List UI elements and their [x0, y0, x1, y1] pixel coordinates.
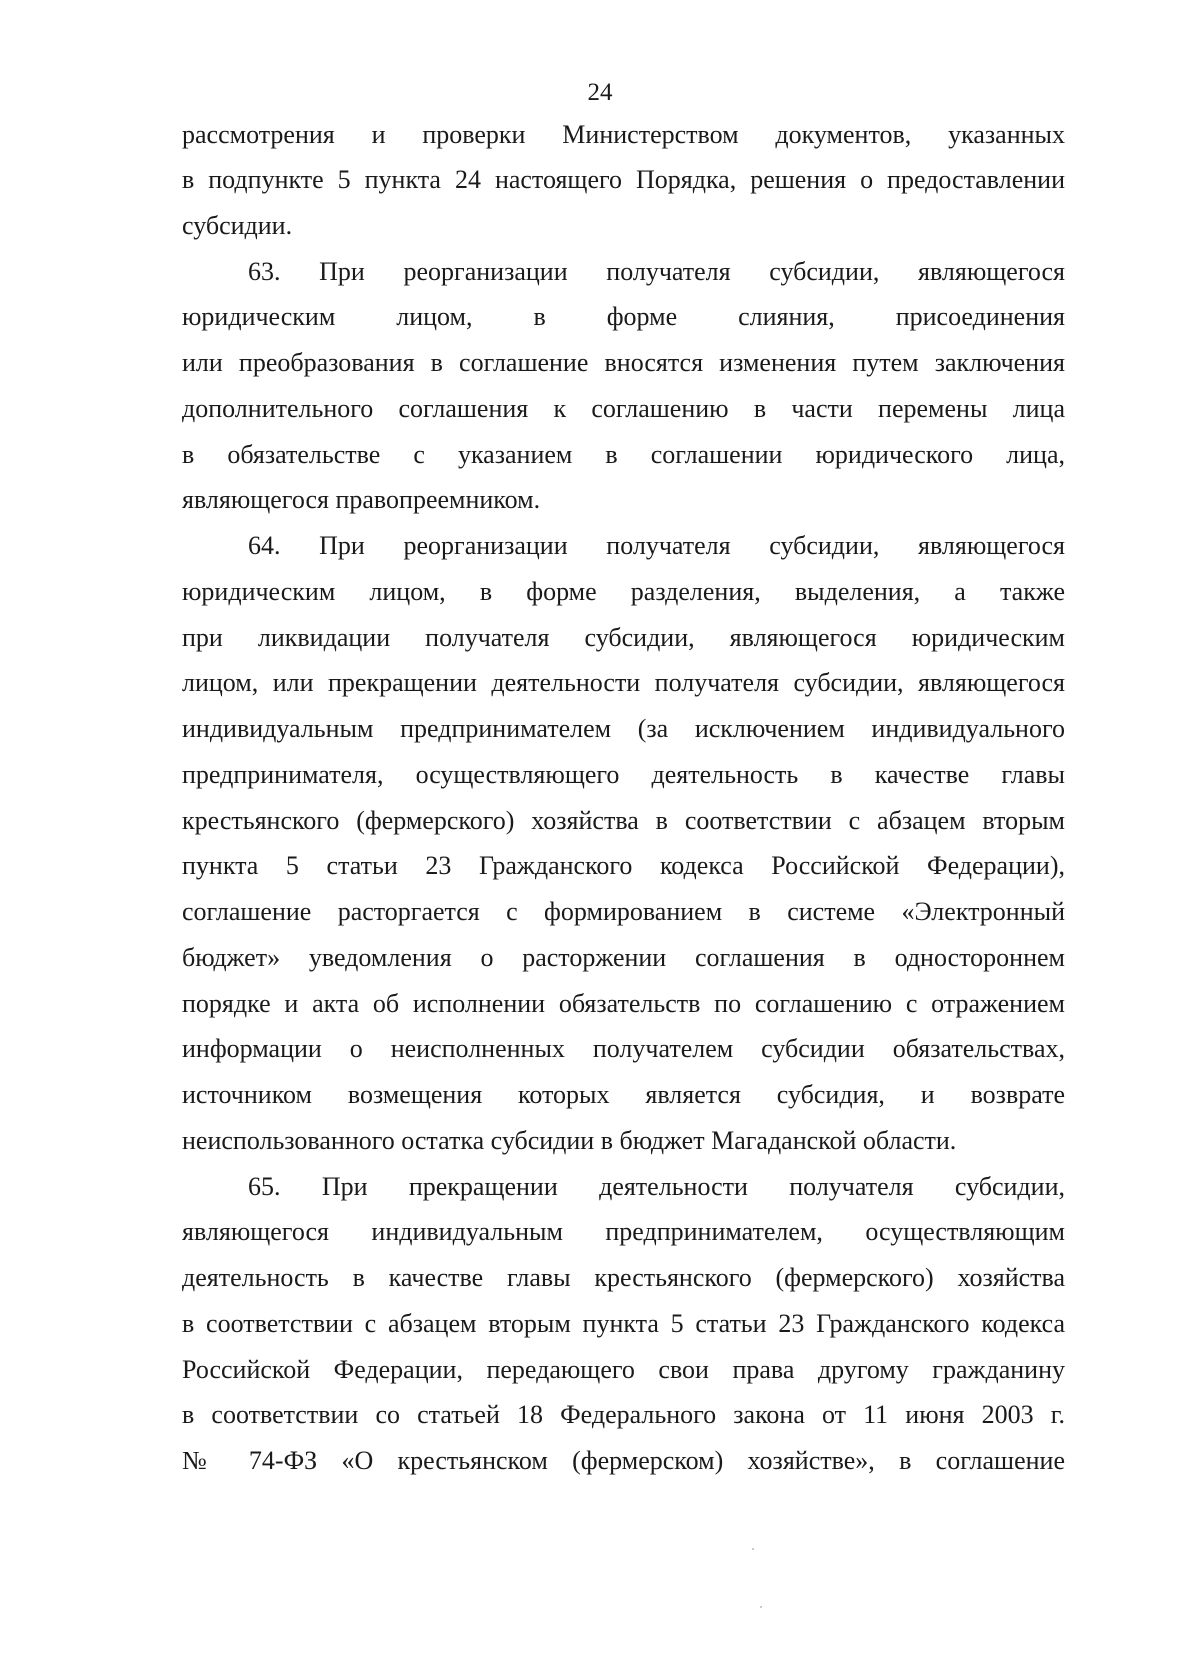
- page-number: 24: [587, 79, 613, 106]
- text-line: предпринимателя, осуществляющего деятельность в качестве главы: [182, 760, 1065, 789]
- text-line: в соответствии с абзацем вторым пункта 5 статьи 23 Гражданского кодекса: [182, 1309, 1065, 1338]
- text-line: дополнительного соглашения к соглашению в части перемены лица: [182, 394, 1065, 423]
- text-line: № 74-ФЗ «О крестьянском (фермерском) хозяйстве», в соглашение: [182, 1446, 1065, 1475]
- text-line: юридическим лицом, в форме разделения, выделения, а также: [182, 577, 1065, 606]
- text-line: в соответствии со статьей 18 Федерального закона от 11 июня 2003 г.: [182, 1400, 1065, 1429]
- text-line: неиспользованного остатка субсидии в бюджет Магаданской области.: [182, 1126, 957, 1155]
- text-line: в подпункте 5 пункта 24 настоящего Порядка, решения о предоставлении: [182, 165, 1065, 194]
- text-line: деятельность в качестве главы крестьянского (фермерского) хозяйства: [182, 1263, 1065, 1292]
- scan-speck: [760, 1606, 762, 1608]
- text-line: крестьянского (фермерского) хозяйства в соответствии с абзацем вторым: [182, 806, 1065, 835]
- paragraph-64-first-line: 64. При реорганизации получателя субсидии, являющегося: [248, 531, 1065, 560]
- text-line: индивидуальным предпринимателем (за исключением индивидуального: [182, 714, 1065, 743]
- text-line: субсидии.: [182, 211, 293, 240]
- text-line: юридическим лицом, в форме слияния, присоединения: [182, 302, 1065, 331]
- text-line: соглашение расторгается с формированием в системе «Электронный: [182, 897, 1065, 926]
- text-line: пункта 5 статьи 23 Гражданского кодекса Российской Федерации),: [182, 851, 1065, 880]
- text-line: являющегося индивидуальным предпринимателем, осуществляющим: [182, 1217, 1065, 1246]
- text-line: рассмотрения и проверки Министерством документов, указанных: [182, 120, 1065, 149]
- text-line: лицом, или прекращении деятельности получателя субсидии, являющегося: [182, 668, 1065, 697]
- text-line: или преобразования в соглашение вносятся изменения путем заключения: [182, 348, 1065, 377]
- text-line: в обязательстве с указанием в соглашении юридического лица,: [182, 440, 1065, 469]
- text-line: Российской Федерации, передающего свои права другому гражданину: [182, 1355, 1065, 1384]
- text-line: источником возмещения которых является субсидия, и возврате: [182, 1080, 1065, 1109]
- text-line: порядке и акта об исполнении обязательств по соглашению с отражением: [182, 989, 1065, 1018]
- paragraph-63-first-line: 63. При реорганизации получателя субсидии, являющегося: [248, 257, 1065, 286]
- text-line: при ликвидации получателя субсидии, являющегося юридическим: [182, 623, 1065, 652]
- text-line: бюджет» уведомления о расторжении соглашения в одностороннем: [182, 943, 1065, 972]
- scan-speck: [752, 1548, 754, 1550]
- paragraph-65-first-line: 65. При прекращении деятельности получателя субсидии,: [248, 1172, 1065, 1201]
- text-line: информации о неисполненных получателем субсидии обязательствах,: [182, 1034, 1065, 1063]
- text-line: являющегося правопреемником.: [182, 485, 541, 514]
